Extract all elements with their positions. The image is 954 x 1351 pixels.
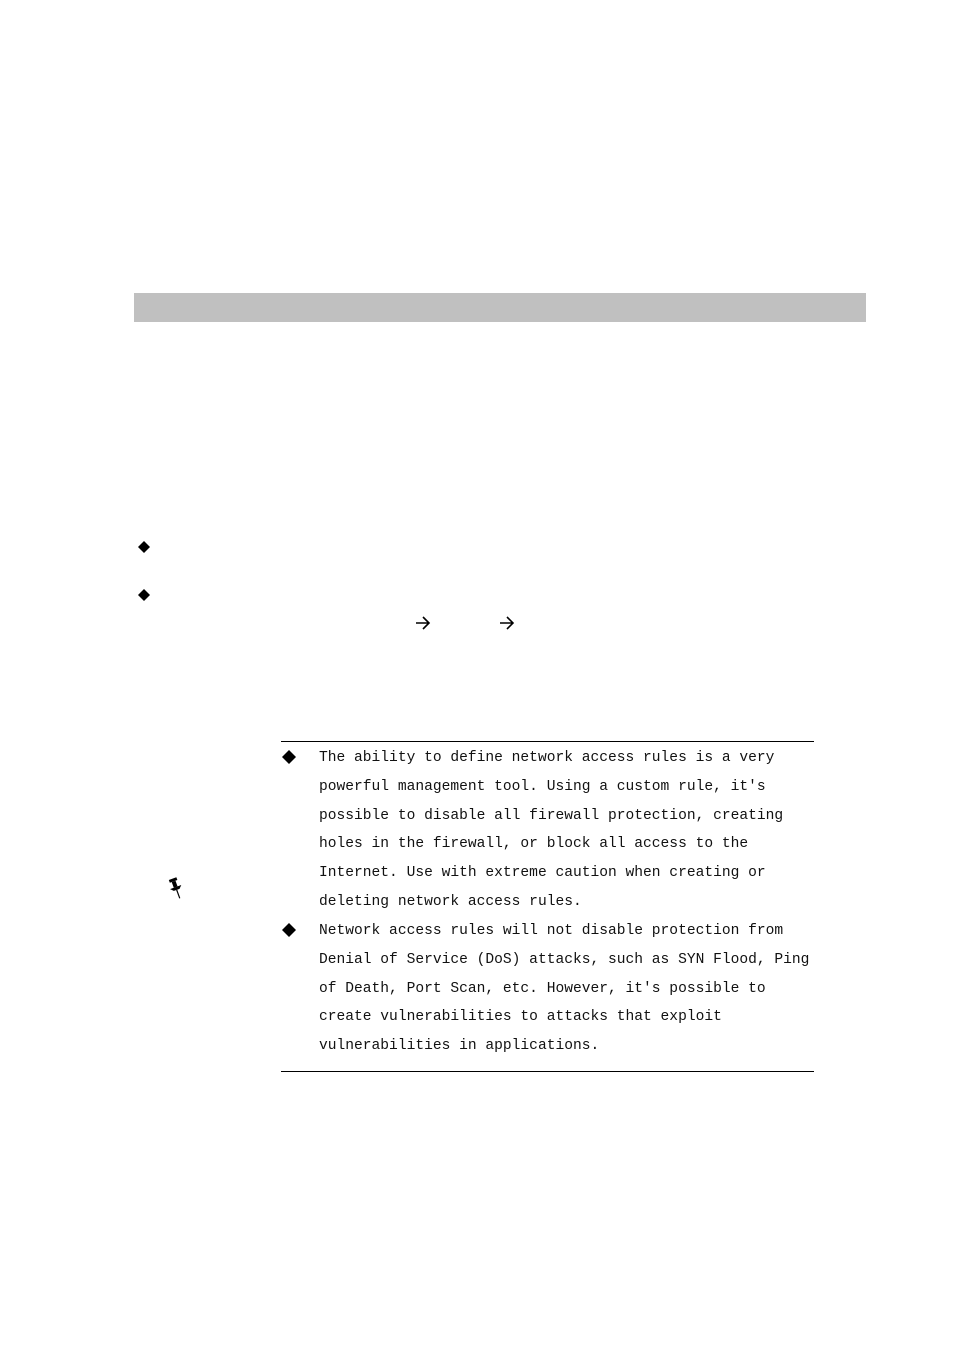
- right-arrow-icon: [415, 615, 431, 631]
- section-header-bar: [134, 293, 866, 322]
- note-item-dos-protection: Network access rules will not disable protection from Denial of Service (DoS) attacks, such as SYN Flood, Ping of Death, Port Scan, etc. However, it's possible to create vulnerabilities to attacks that exploit vulnerabilities in applications.: [319, 923, 810, 1055]
- diamond-bullet-icon: [282, 750, 296, 764]
- diamond-bullet-icon: [138, 589, 150, 601]
- diamond-bullet-icon: [282, 923, 296, 937]
- note-item-access-rules-warning: The ability to define network access rules is a very powerful management tool. Using a custom rule, it's possible to disable all firewall protection, creating holes in the firewall, or block all access to the Internet. Use with extreme caution when creating or deleting network access rules.: [319, 750, 784, 910]
- note-bottom-rule: [281, 1071, 814, 1072]
- diamond-bullet-icon: [138, 541, 150, 553]
- pushpin-icon: [167, 876, 185, 900]
- note-top-rule: [281, 741, 814, 742]
- right-arrow-icon: [499, 615, 515, 631]
